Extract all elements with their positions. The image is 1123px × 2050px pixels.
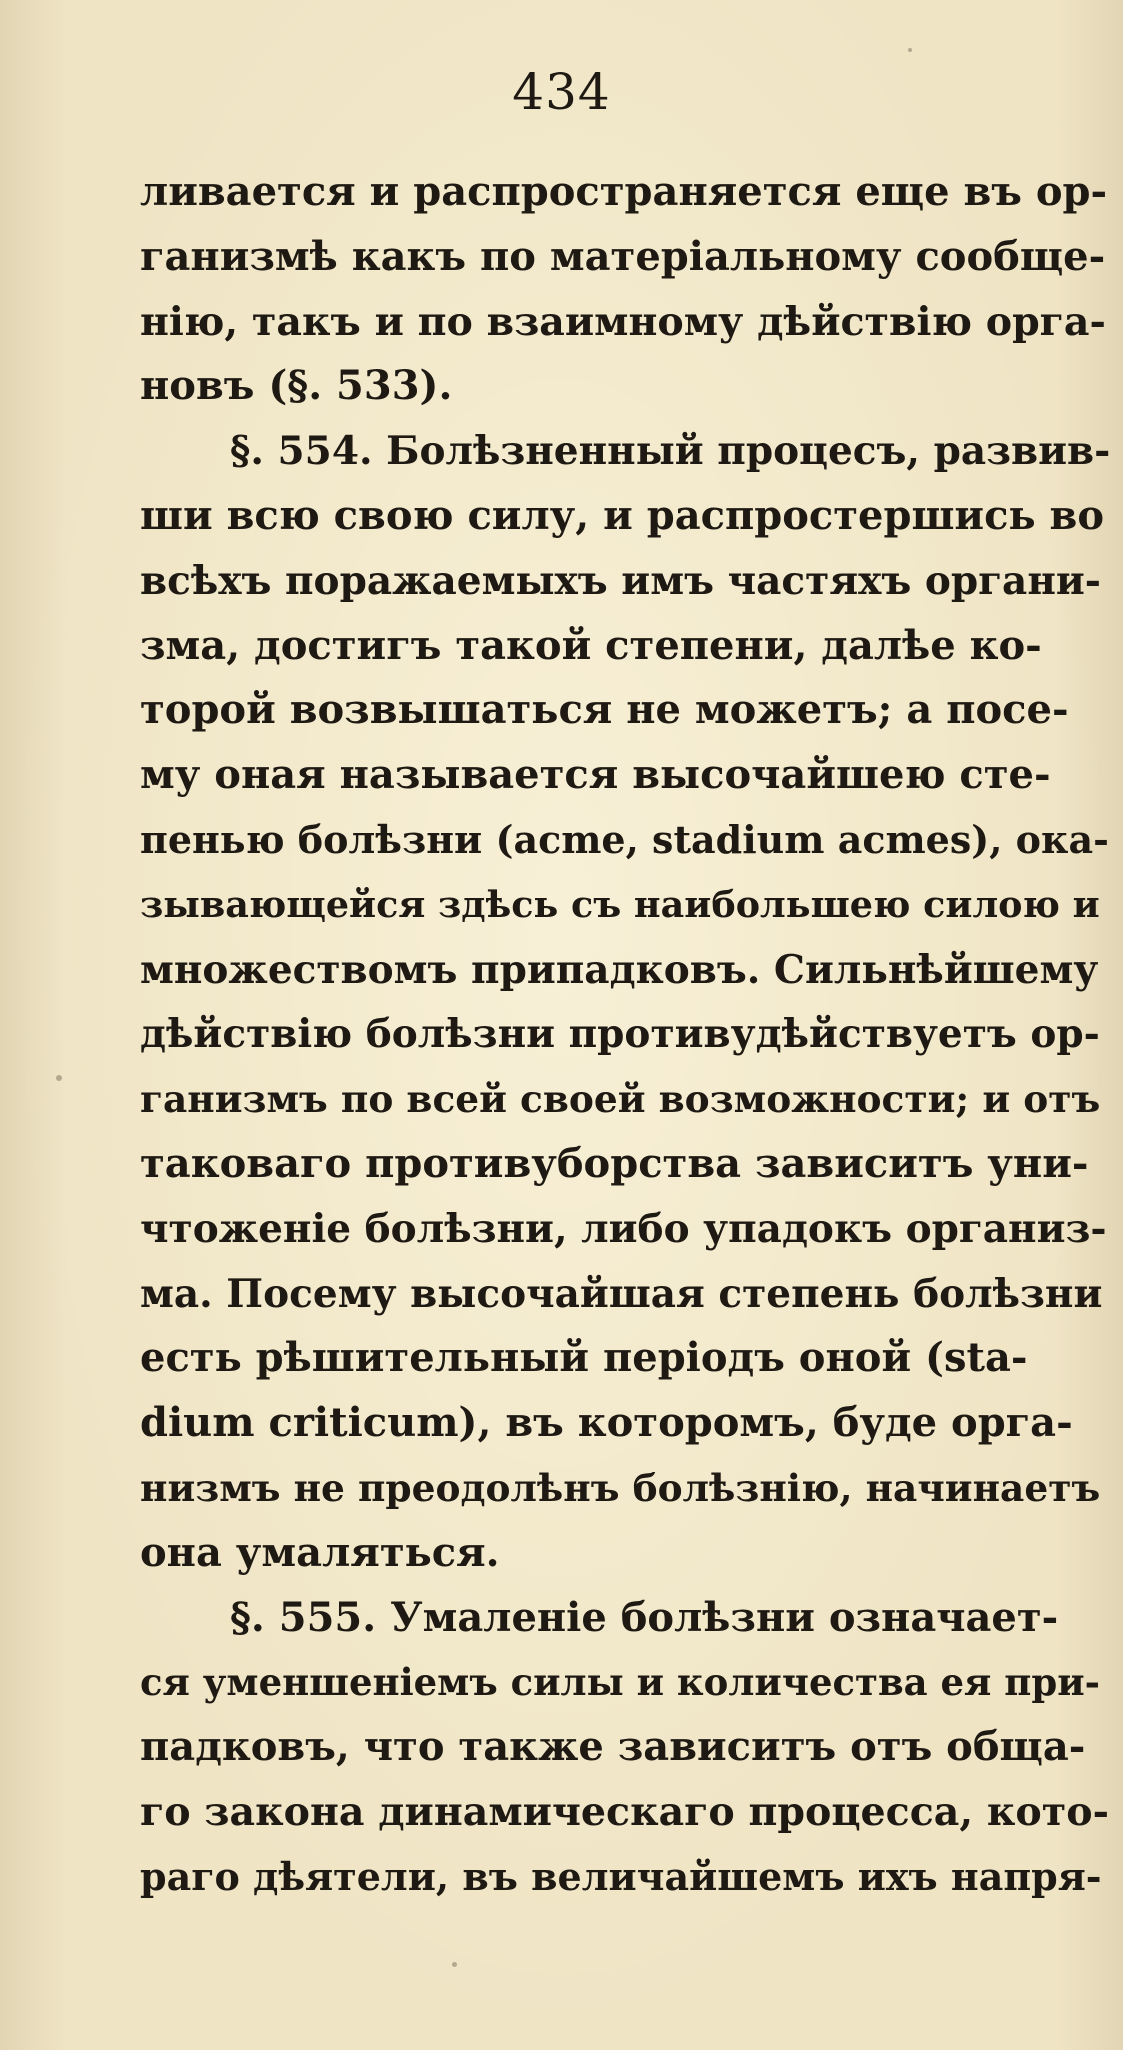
text-line-25: падковъ, что также зависитъ отъ общa- <box>140 1723 1086 1771</box>
paper-speck <box>452 1962 457 1967</box>
text-line-26: го закона динамическаго процесса, кото- <box>140 1788 1109 1835</box>
paper-speck <box>56 1075 62 1081</box>
paper-speck <box>908 48 912 52</box>
text-line-18: ма. Посему высочайшая степень болѣзни <box>140 1270 1103 1317</box>
text-line-9: торой возвышаться не можетъ; а посе- <box>140 686 1069 734</box>
text-line-13: множествомъ припадковъ. Сильнѣйшему <box>140 946 1099 993</box>
page-body-text <box>140 160 1110 1910</box>
section-555-heading-line: §. 555. Умаленіе болѣзни означает- <box>230 1593 1059 1641</box>
text-line-2: ганизмѣ какъ по матеріальному сообще- <box>140 232 1106 280</box>
text-line-16: таковаго противуборства зависитъ уни- <box>140 1139 1089 1187</box>
text-line-15: ганизмъ по всей своей возможности; и отъ <box>140 1077 1101 1122</box>
text-line-20: dium criticum), въ которомъ, буде орга- <box>140 1399 1073 1447</box>
section-554-heading-line: §. 554. Болѣзненный процесъ, развив- <box>230 428 1111 475</box>
text-line-17: чтоженіе болѣзни, либо упадокъ организ- <box>140 1205 1107 1252</box>
text-line-1: ливается и распространяется еще въ ор- <box>140 168 1108 215</box>
text-line-8: зма, достигъ такой степени, далѣе ко- <box>140 621 1042 669</box>
text-line-7: всѣхъ поражаемыхъ имъ частяхъ органи- <box>140 557 1101 604</box>
page-number: 434 <box>512 63 611 121</box>
text-line-6: ши всю свою силу, и распростершись во <box>140 491 1105 539</box>
text-line-24: ся уменшеніемъ силы и количества ея при- <box>140 1660 1101 1705</box>
text-line-4: новъ (§. 533). <box>140 362 453 410</box>
text-line-21: низмъ не преодолѣнъ болѣзнію, начинаетъ <box>140 1465 1101 1510</box>
text-line-14: дѣйствію болѣзни противудѣйствуетъ ор- <box>140 1011 1100 1058</box>
text-line-11: пенью болѣзни (acme, stadium acmes), ока- <box>140 816 1109 862</box>
text-line-19: есть рѣшительный періодъ оной (sta- <box>140 1334 1028 1382</box>
text-line-12: зывающейся здѣсь съ наибольшею силою и <box>140 882 1100 926</box>
text-line-27: раго дѣятели, въ величайшемъ ихъ напря- <box>140 1853 1102 1899</box>
text-line-22: она умаляться. <box>140 1528 500 1576</box>
text-line-3: нію, такъ и по взаимному дѣйствію орга- <box>140 298 1106 345</box>
text-line-10: му оная называется высочайшею сте- <box>140 751 1051 799</box>
